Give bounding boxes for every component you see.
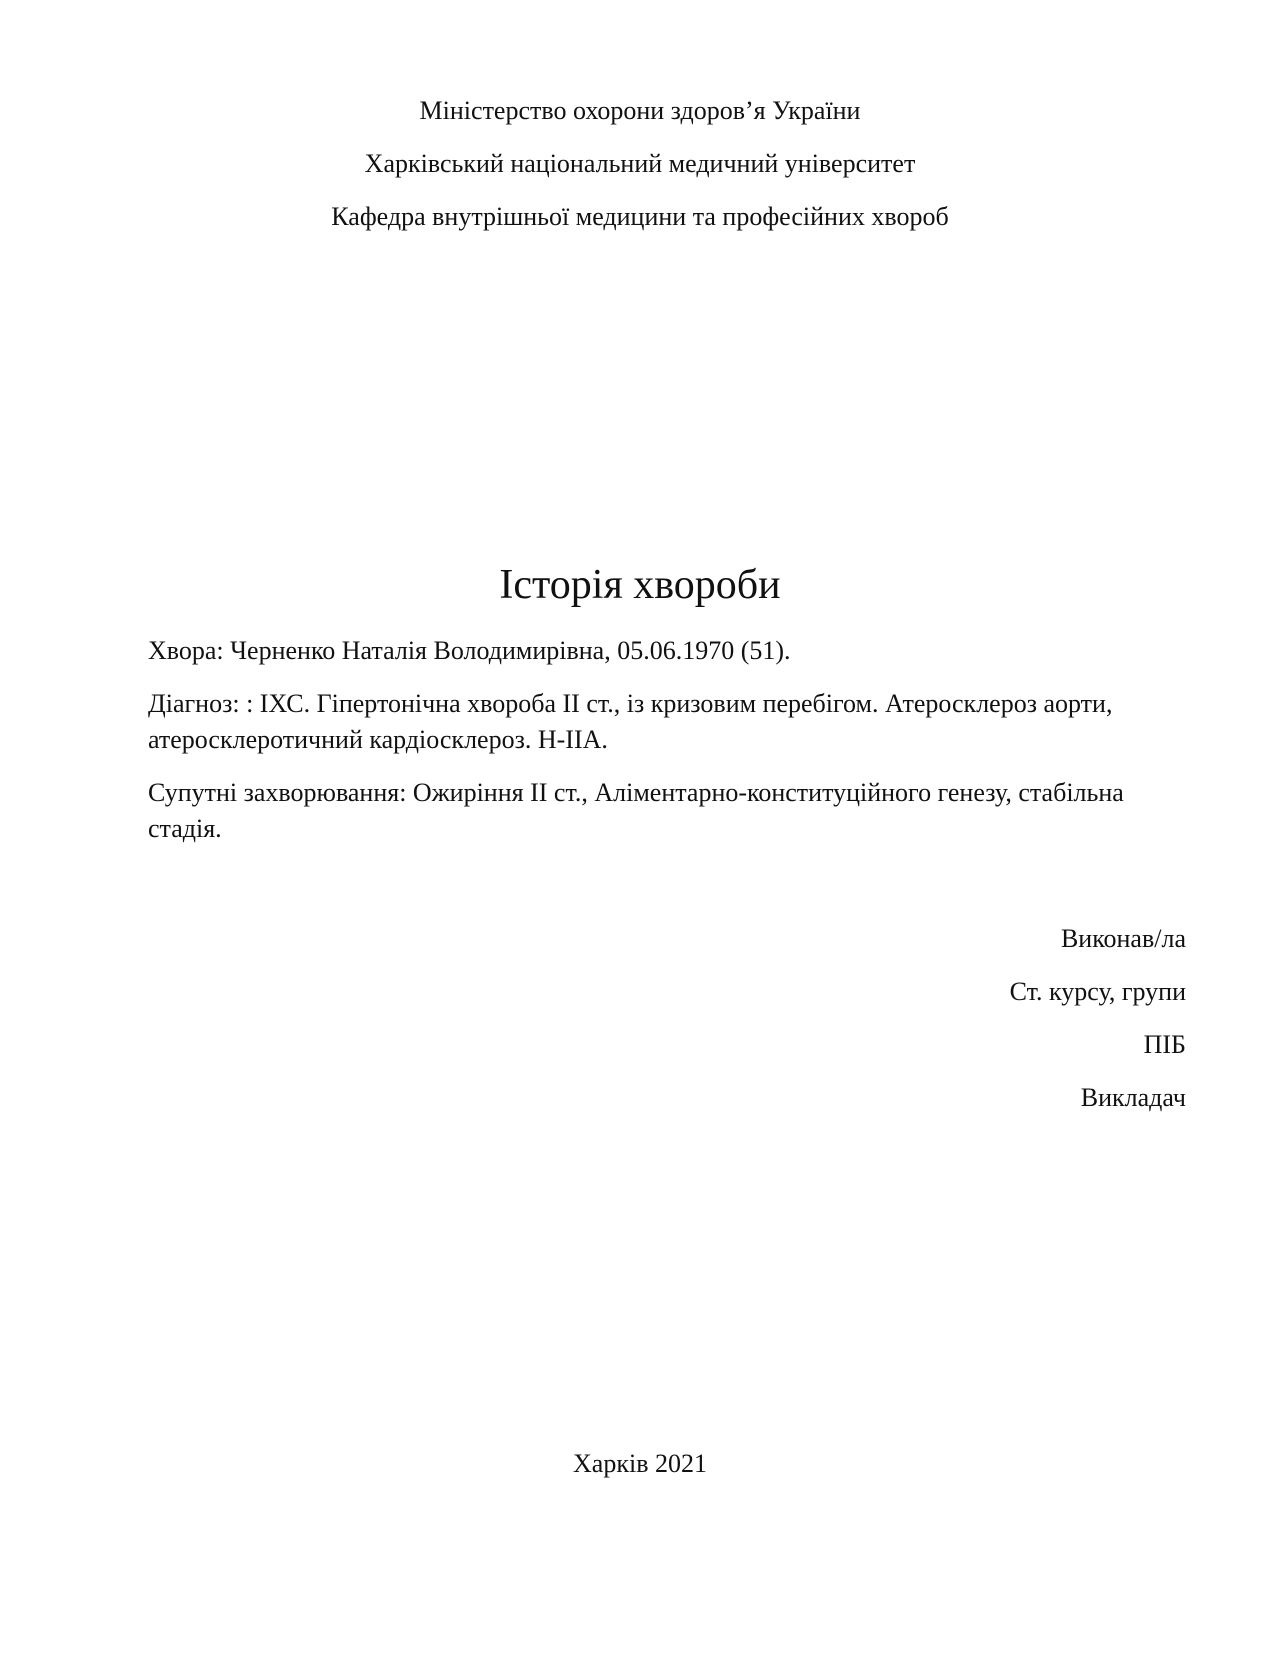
signature-block [1010,912,1186,1124]
patient-line: Хвора: Черненко Наталія Володимирівна, 05.06.1970 (51). [148,636,791,665]
performed-by-line: Виконав/ла [1060,924,1186,953]
full-name-line: ПІБ [1143,1030,1186,1059]
course-group-line: Ст. курсу, групи [1009,977,1186,1006]
department-line: Кафедра внутрішньої медицини та професійних хвороб [331,202,949,231]
ministry-line: Міністерство охорони здоров’я України [419,96,861,125]
university-line: Харківський національний медичний університет [364,149,916,178]
institution-header [0,84,1280,243]
case-summary [148,633,1148,864]
document-title: Історія хвороби [499,562,781,608]
comorbidities-paragraph: Супутні захворювання: Ожиріння ІІ ст., Аліментарно-конституційного генезу, стабільна стадія. [148,778,1124,843]
city-year-footer: Харків 2021 [573,1449,707,1478]
diagnosis-paragraph: Діагноз: : ІХС. Гіпертонічна хвороба ІІ ст., із кризовим перебігом. Атеросклероз аорти, атеросклеротичний кардіосклероз. Н-IIА. [148,689,1113,754]
teacher-line: Викладач [1080,1083,1186,1112]
